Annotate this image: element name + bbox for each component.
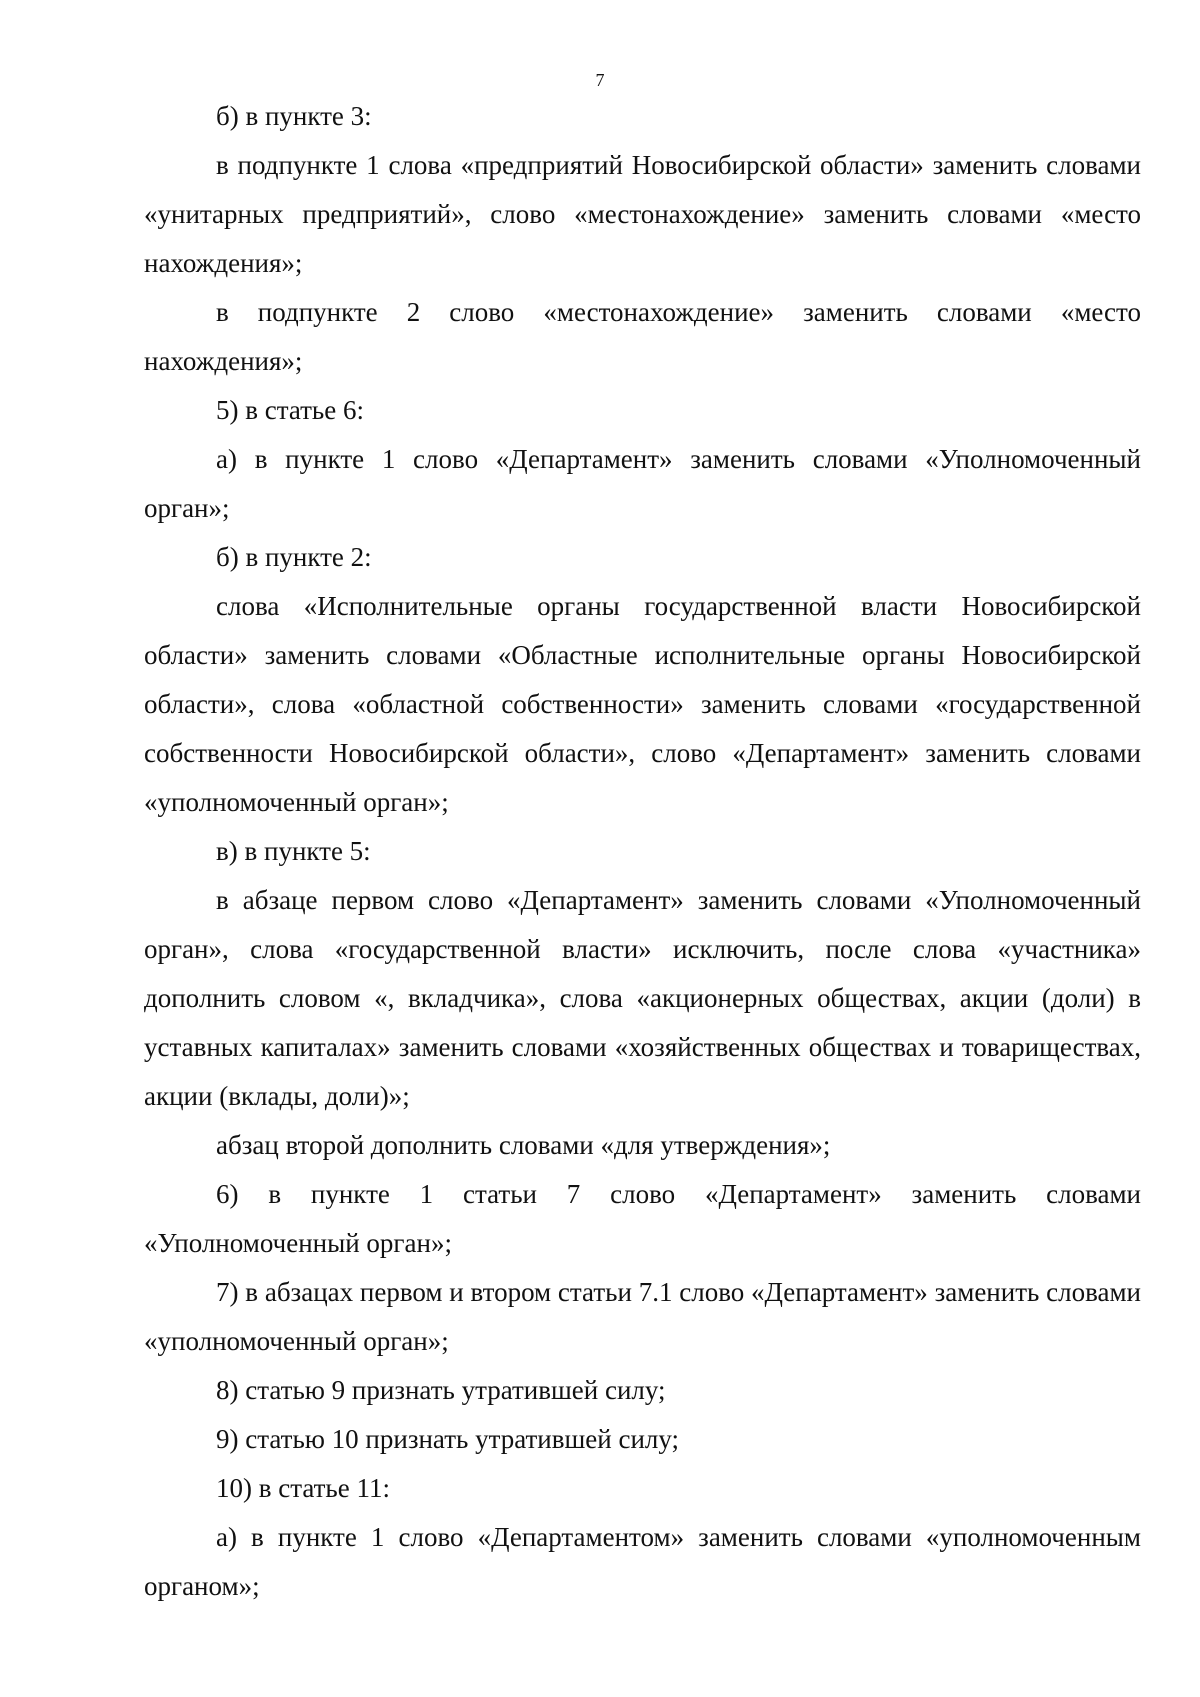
paragraph-item-6: 6) в пункте 1 статьи 7 слово «Департамент» заменить словами «Уполномоченный орган»; [144,1179,1141,1258]
paragraph-5a: а) в пункте 1 слово «Департамент» заменить словами «Уполномоченный орган»; [144,444,1141,523]
paragraph-item-10: 10) в статье 11: [216,1473,390,1503]
paragraph-5b: б) в пункте 2: [216,542,372,572]
paragraph-subpoint-2: в подпункте 2 слово «местонахождение» заменить словами «место нахождения»; [144,297,1141,376]
paragraph-item-9: 9) статью 10 признать утратившей силу; [216,1424,680,1454]
paragraph-5v-abzac-1: в абзаце первом слово «Департамент» заменить словами «Уполномоченный орган», слова «государственной власти» исключить, после слова «участника» дополнить словом «, вкладчика», слова «акционерных обществах, акции (доли) в уставных капиталах» заменить словами «хозяйственных обществах и товариществах, акции (вклады, доли)»; [144,885,1141,1111]
paragraph-3b: б) в пункте 3: [216,101,372,131]
document-body [144,92,1141,1611]
paragraph-item-7: 7) в абзацах первом и втором статьи 7.1 слово «Департамент» заменить словами «уполномоченный орган»; [144,1277,1141,1356]
paragraph-item-5: 5) в статье 6: [216,395,364,425]
page-number: 7 [595,70,605,90]
paragraph-5v: в) в пункте 5: [216,836,371,866]
paragraph-5b-text: слова «Исполнительные органы государственной власти Новосибирской области» заменить словами «Областные исполнительные органы Новосибирской области», слова «областной собственности» заменить словами «государственной собственности Новосибирской области», слово «Департамент» заменить словами «уполномоченный орган»; [144,591,1141,817]
paragraph-10a: а) в пункте 1 слово «Департаментом» заменить словами «уполномоченным органом»; [144,1522,1141,1601]
paragraph-subpoint-1: в подпункте 1 слова «предприятий Новосибирской области» заменить словами «унитарных предприятий», слово «местонахождение» заменить словами «место нахождения»; [144,150,1141,278]
paragraph-5v-abzac-2: абзац второй дополнить словами «для утверждения»; [216,1130,831,1160]
paragraph-item-8: 8) статью 9 признать утратившей силу; [216,1375,666,1405]
